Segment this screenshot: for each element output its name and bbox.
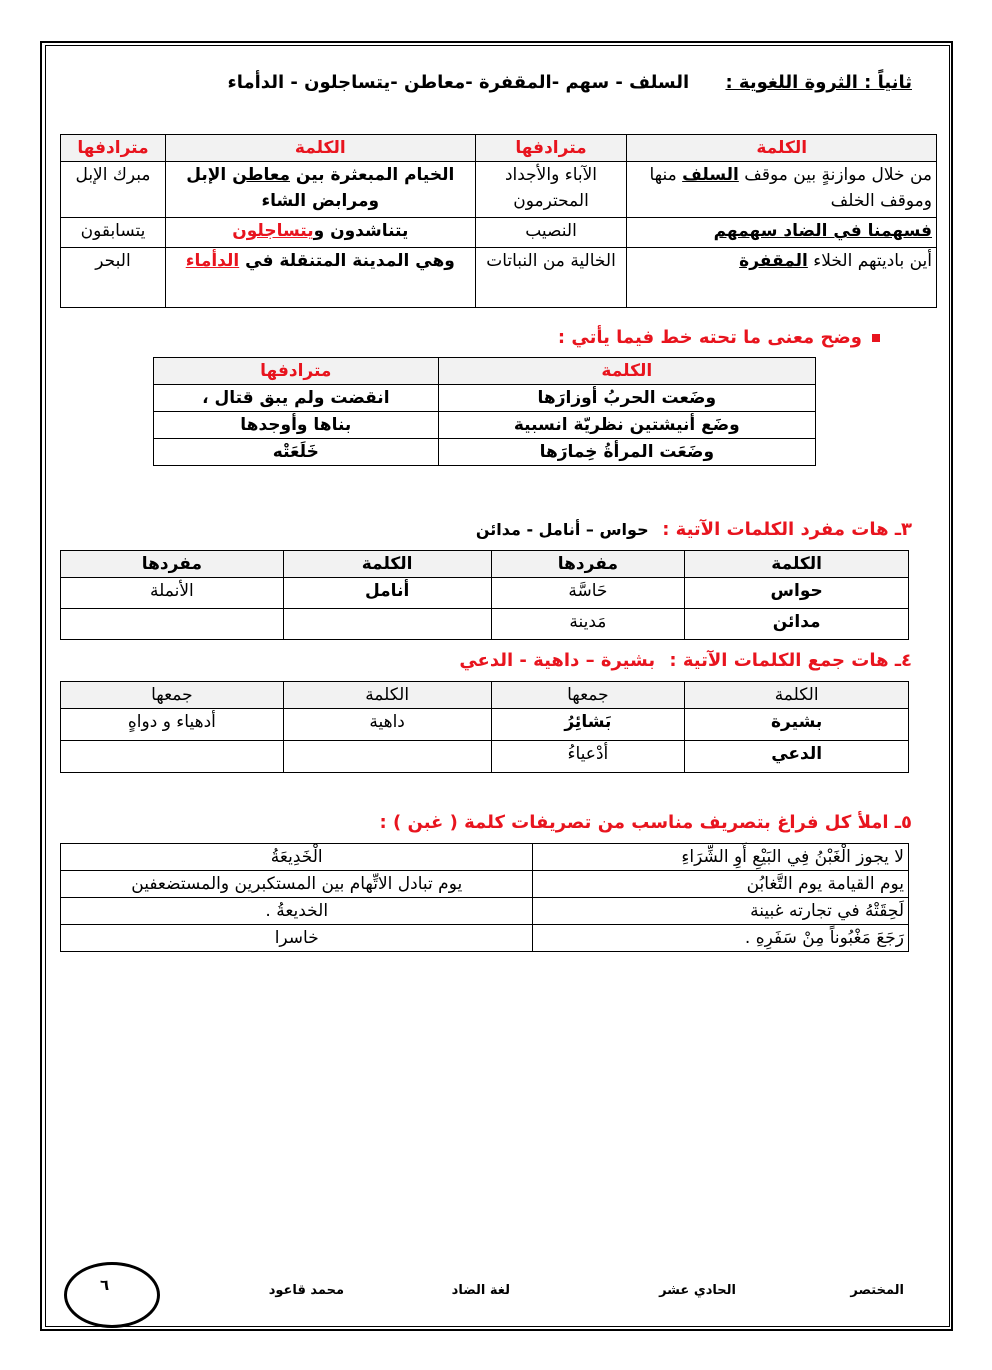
table-row xyxy=(154,412,816,439)
meaning-cell: بناها وأوجدها xyxy=(154,412,439,439)
singular-cell: حَاسَّة xyxy=(491,578,685,609)
meaning-cell: وضَعَت المرأةُ خِمارَها xyxy=(438,439,815,466)
page-number-oval xyxy=(64,1262,160,1328)
table-row xyxy=(61,709,909,741)
singular-header: مفردها xyxy=(491,551,685,578)
table-row xyxy=(61,578,909,609)
task5-heading: ٥ـ املأ كل فراغ بتصريف مناسب من تصريفات كلمة ( غبن ) : xyxy=(379,812,912,833)
vocab-header-syn-2: مترادفها xyxy=(61,135,166,162)
footer-subject: لغة الضاد xyxy=(451,1283,510,1298)
vocab-cell: يتناشدون ويتساجلون xyxy=(165,218,475,248)
table-row xyxy=(61,741,909,773)
vocab-header-word-1: الكلمة xyxy=(627,135,937,162)
table-row xyxy=(61,898,909,925)
meaning-table xyxy=(153,357,816,466)
footer-grade: الحادي عشر xyxy=(659,1283,736,1298)
derivation-cell: لَحِقَتْهُ في تجارته غبينة xyxy=(533,898,909,925)
table-row xyxy=(61,162,937,218)
page-number: ٦ xyxy=(100,1276,110,1294)
vocab-cell: من خلال موازنةٍ بين موقف السلف منها وموقف الخلف xyxy=(627,162,937,218)
singular-cell xyxy=(283,609,491,640)
table-row xyxy=(61,218,937,248)
vocab-header-syn-1: مترادفها xyxy=(475,135,627,162)
plural-cell xyxy=(283,741,491,773)
bullet-icon xyxy=(872,334,880,342)
derivation-cell: رَجَعَ مَغْبُوناً مِنْ سَفَرِهِ . xyxy=(533,925,909,952)
table-row xyxy=(61,844,909,871)
singular-header: مفردها xyxy=(61,551,284,578)
plural-header: الكلمة xyxy=(685,682,909,709)
plural-header: الكلمة xyxy=(283,682,491,709)
derivation-cell: يوم القيامة يوم التَّغابُن xyxy=(533,871,909,898)
table-row xyxy=(61,609,909,640)
plural-cell: بشيرة xyxy=(685,709,909,741)
singular-header: الكلمة xyxy=(685,551,909,578)
derivation-cell: لا يجوز الْغَبْنُ فِي البَيْعِ أَوِ الشِّرَاءِ xyxy=(533,844,909,871)
meaning-header-syn: مترادفها xyxy=(154,358,439,385)
meaning-cell: خَلَعَتْه xyxy=(154,439,439,466)
table-row xyxy=(154,385,816,412)
table-row xyxy=(61,925,909,952)
plural-header: جمعها xyxy=(491,682,685,709)
plural-cell: بَشائِرُ xyxy=(491,709,685,741)
section-words: السلف - سهم -المقفرة -معاطن -يتساجلون - الدأماء xyxy=(227,72,690,93)
table-row xyxy=(61,248,937,308)
section-title: ثانياً : الثروة اللغوية : xyxy=(725,72,912,93)
vocab-cell: فسهمنا في الضاد سهمهم xyxy=(627,218,937,248)
vocab-table xyxy=(60,134,937,308)
plural-cell xyxy=(61,741,284,773)
derivation-cell: الْخَدِيعَةُ xyxy=(61,844,533,871)
section-heading xyxy=(228,72,912,93)
vocab-cell: الآباء والأجداد المحترمون xyxy=(475,162,627,218)
plural-cell: داهية xyxy=(283,709,491,741)
derivation-table xyxy=(60,843,909,952)
vocab-cell: الخيام المبعثرة بين معاطن الإبل ومرابض الشاء xyxy=(165,162,475,218)
vocab-cell: يتسابقون xyxy=(61,218,166,248)
derivation-cell: خاسرا xyxy=(61,925,533,952)
plural-header: جمعها xyxy=(61,682,284,709)
table-row xyxy=(154,439,816,466)
singular-cell: مدائن xyxy=(685,609,909,640)
task3-heading: ٣ـ هات مفرد الكلمات الآتية : حواس – أنامل - مدائن xyxy=(475,519,912,540)
vocab-cell: وهي المدينة المتنقلة في الدأماء xyxy=(165,248,475,308)
task2-heading: وضح معنى ما تحته خط فيما يأتي : xyxy=(558,327,880,348)
vocab-cell: البحر xyxy=(61,248,166,308)
vocab-cell: الخالية من النباتات xyxy=(475,248,627,308)
vocab-cell: مبرك الإبل xyxy=(61,162,166,218)
table-row xyxy=(61,871,909,898)
meaning-cell: وضَع أنيشتين نظريّة انسبية xyxy=(438,412,815,439)
footer-book: المختصر xyxy=(850,1283,904,1298)
meaning-cell: وضَعت الحربُ أوزارَها xyxy=(438,385,815,412)
singular-table xyxy=(60,550,909,640)
meaning-cell: انقضت ولم يبق قتال ، xyxy=(154,385,439,412)
vocab-header-word-2: الكلمة xyxy=(165,135,475,162)
footer-author: محمد قاعود xyxy=(268,1283,344,1298)
vocab-cell: النصيب xyxy=(475,218,627,248)
task4-heading: ٤ـ هات جمع الكلمات الآتية : بشيرة – داهية - الدعي xyxy=(459,650,912,671)
singular-header: الكلمة xyxy=(283,551,491,578)
plural-table xyxy=(60,681,909,773)
singular-cell: الأنملة xyxy=(61,578,284,609)
singular-cell xyxy=(61,609,284,640)
derivation-cell: يوم تبادل الاتِّهام بين المستكبرين والمستضعفين xyxy=(61,871,533,898)
singular-cell: مَدينة xyxy=(491,609,685,640)
derivation-cell: الخديعةُ . xyxy=(61,898,533,925)
plural-cell: أدهياء و دواهٍ xyxy=(61,709,284,741)
singular-cell: أنامل xyxy=(283,578,491,609)
vocab-cell: أين باديتهم الخلاء المقفرة xyxy=(627,248,937,308)
plural-cell: أدْعياءُ xyxy=(491,741,685,773)
plural-cell: الدعي xyxy=(685,741,909,773)
meaning-header-word: الكلمة xyxy=(438,358,815,385)
singular-cell: حواس xyxy=(685,578,909,609)
